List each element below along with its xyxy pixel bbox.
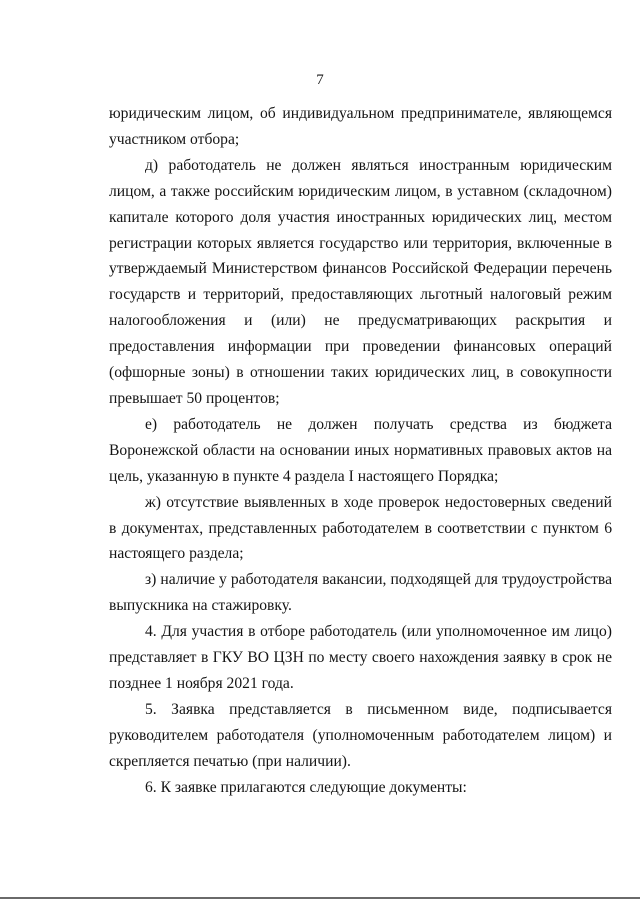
document-body xyxy=(109,101,612,800)
page-number: 7 xyxy=(316,72,324,88)
paragraph-item-z-vacancy: з) наличие у работодателя вакансии, подходящей для трудоустройства выпускника на стажировку. xyxy=(109,571,612,615)
paragraph-item-d-foreign-entity: д) работодатель не должен являться иностранным юридическим лицом, а также российским юридическим лицом, в уставном (складочном) капитале которого доля участия иностранных юридических лиц, местом регистрации которых является государство или территория, включенные в утверждаемый Министерством финансов Российской Федерации перечень государств и территорий, предоставляющих льготный налоговый режим налогообложения и (или) не предусматривающих раскрытия и предоставления информации при проведении финансовых операций (офшорные зоны) в отношении таких юридических лиц, в совокупности превышает 50 процентов; xyxy=(109,156,612,407)
scan-edge-line xyxy=(0,897,640,899)
paragraph-clause-5-written-form: 5. Заявка представляется в письменном виде, подписывается руководителем работодателя (уполномоченным работодателем лицом) и скрепляется печатью (при наличии). xyxy=(109,700,612,770)
paragraph-item-zh-no-false-data: ж) отсутствие выявленных в ходе проверок недостоверных сведений в документах, представленных работодателем в соответствии с пунктом 6 настоящего раздела; xyxy=(109,493,612,563)
paragraph-item-e-budget-funds: е) работодатель не должен получать средства из бюджета Воронежской области на основании иных нормативных правовых актов на цель, указанную в пункте 4 раздела I настоящего Порядка; xyxy=(109,415,612,485)
paragraph-clause-4-application: 4. Для участия в отборе работодатель (или уполномоченное им лицо) представляет в ГКУ ВО ЦЗН по месту своего нахождения заявку в срок не позднее 1 ноября 2021 года. xyxy=(109,623,612,692)
paragraph-clause-6-attachments: 6. К заявке прилагаются следующие документы: xyxy=(145,778,467,796)
paragraph-participant-info: юридическим лицом, об индивидуальном предпринимателе, являющемся участником отбора; xyxy=(109,105,612,148)
